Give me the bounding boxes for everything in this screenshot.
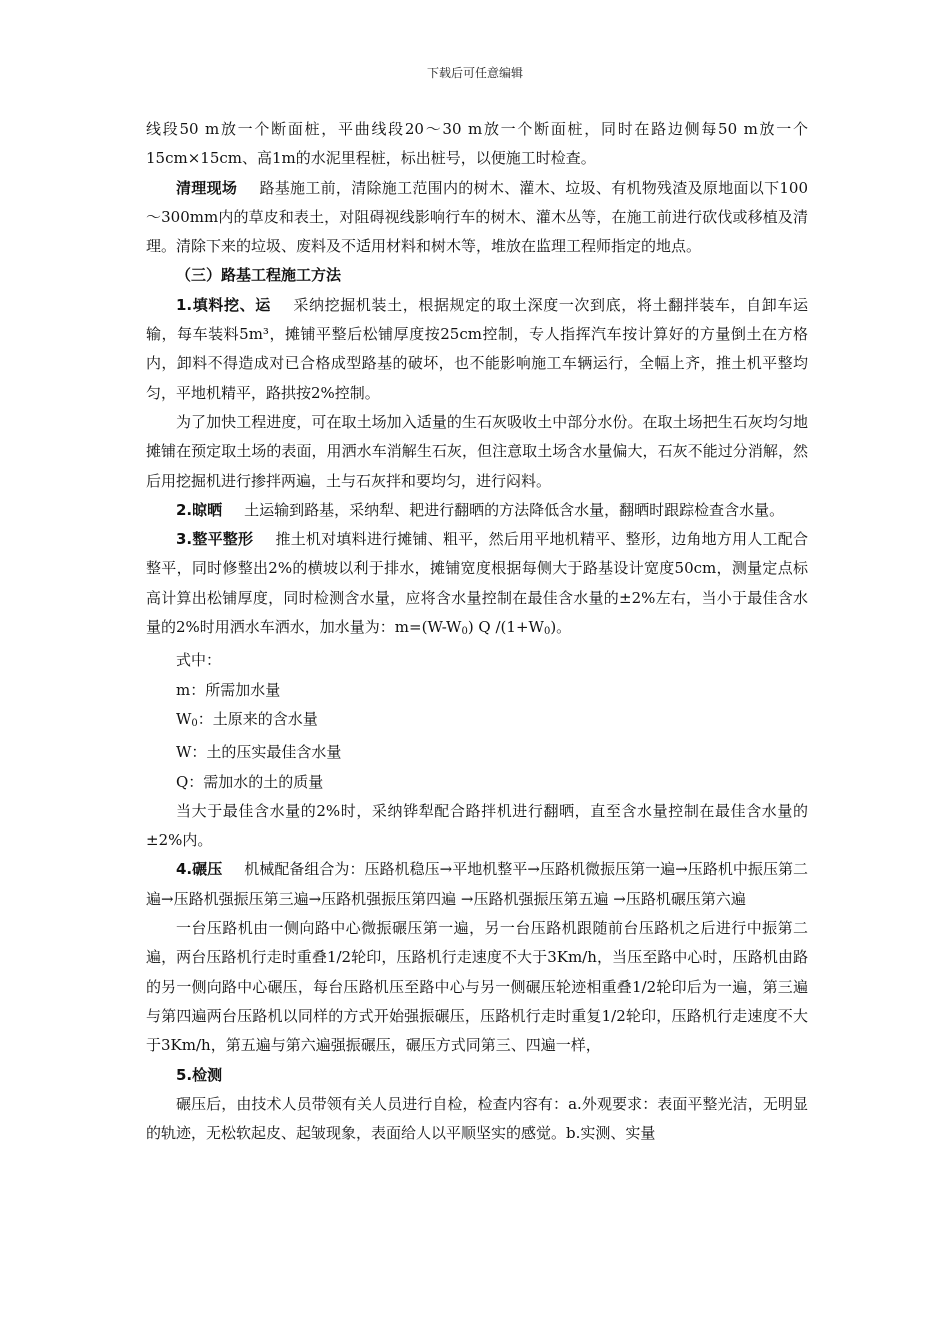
paragraph-inspection: 碾压后，由技术人员带领有关人员进行自检，检查内容有：a.外观要求：表面平整光洁，无明显的轨迹，无松软起皮、起皱现象，表面给人以平顺坚实的感觉。b.实测、实量 xyxy=(146,1094,808,1143)
paragraph-leveling xyxy=(146,525,808,646)
heading-inspection: 5.检测 xyxy=(176,1065,223,1084)
heading-site-clearing: 清理现场 xyxy=(176,178,238,197)
text-leveling-a: 推土机对填料进行摊铺、粗平，然后用平地机精平、整形，边角地方用人工配合整平，同时修整出2%的横坡以利于排水，摊铺宽度根据每侧大于路基设计宽度50cm，测量定点标高计算出松铺厚度，同时检测含水量，应将含水量控制在最佳含水量的±2%左右，当小于最佳含水量的2%时用洒水车洒水，加水量为：m=(W-W xyxy=(146,530,808,637)
formula-def-m: m：所需加水量 xyxy=(176,680,281,699)
paragraph-stake-layout: 线段50 m放一个断面桩，平曲线段20～30 m放一个断面桩，同时在路边侧每50 m放一个15cm×15cm、高1m的水泥里程桩，标出桩号，以便施工时检查。 xyxy=(146,120,808,168)
text-site-clearing: 路基施工前，清除施工范围内的树木、灌木、垃圾、有机物残渣及原地面以下100～300mm内的草皮和表土，对阻碍视线影响行车的树木、灌木丛等，在施工前进行砍伐或移植及清理。清除下来的垃圾、废料及不适用材料和树木等，堆放在监理工程师指定的地点。 xyxy=(146,178,808,256)
paragraph-rolling-procedure: 一台压路机由一侧向路中心微振碾压第一遍，另一台压路机跟随前台压路机之后进行中振第二遍，两台压路机行走时重叠1/2轮印，压路机行走速度不大于3Km/h，当压至路中心时，压路机由路的另一侧向路中心碾压，每台压路机压至路中心与另一侧碾压轮迹相重叠1/2轮印后为一遍，第三遍与第四遍两台压路机以同样的方式开始强振碾压，压路机行走时重复1/2轮印，压路机行走速度不大于3Km/h，第五遍与第六遍强振碾压，碾压方式同第三、四遍一样， xyxy=(146,919,808,1055)
subscript-zero: 0 xyxy=(543,626,551,638)
paragraph-over-moisture: 当大于最佳含水量的2%时，采纳铧犁配合路拌机进行翻晒，直至含水量控制在最佳含水量的±2%内。 xyxy=(146,801,808,850)
text-leveling-b: ) Q /(1+W xyxy=(467,618,544,637)
page-header: 下载后可任意编辑 xyxy=(426,66,523,80)
text-leveling-c: )。 xyxy=(550,618,572,637)
formula-w0-symbol: W xyxy=(176,709,192,728)
paragraph-site-clearing xyxy=(146,174,808,262)
formula-w0-text: ：土原来的含水量 xyxy=(197,709,318,728)
heading-leveling: 3.整平整形 xyxy=(176,530,254,549)
paragraph-quicklime: 为了加快工程进度，可在取土场加入适量的生石灰吸收土中部分水份。在取土场把生石灰均匀地摊铺在预定取土场的表面，用洒水车消解生石灰，但注意取土场含水量偏大，石灰不能过分消解，然后用挖掘机进行掺拌两遍，土与石灰拌和要均匀，进行闷料。 xyxy=(146,412,808,490)
heading-compaction: 4.碾压 xyxy=(176,860,223,879)
paragraph-compaction xyxy=(146,855,808,914)
heading-fill-excavation: 1.填料挖、运 xyxy=(176,295,271,314)
text-compaction: 机械配备组合为：压路机稳压→平地机整平→压路机微振压第一遍→压路机中振压第二遍→压路机强振压第三遍→压路机强振压第四遍 →压路机强振压第五遍 →压路机碾压第六遍 xyxy=(146,860,809,908)
formula-def-q: Q：需加水的土的质量 xyxy=(176,772,324,791)
paragraph-drying xyxy=(146,496,808,525)
formula-def-w: W：土的压实最佳含水量 xyxy=(176,743,342,762)
subscript-zero: 0 xyxy=(191,717,198,729)
formula-intro: 式中： xyxy=(176,651,222,670)
section-heading-construction-method: （三）路基工程施工方法 xyxy=(176,266,342,285)
paragraph-fill-excavation xyxy=(146,291,808,408)
text-fill-excavation: 采纳挖掘机装土，根据规定的取土深度一次到底，将土翻拌装车，自卸车运输，每车装料5m³，摊铺平整后松铺厚度按25cm控制，专人指挥汽车按计算好的方量倒土在方格内，卸料不得造成对已合格成型路基的破坏，也不能影响施工车辆运行，全幅上齐，推土机平整均匀，平地机精平，路拱按2%控制。 xyxy=(146,295,808,402)
document-body xyxy=(146,115,808,1148)
subscript-zero: 0 xyxy=(461,626,468,638)
formula-def-w0 xyxy=(146,705,808,738)
text-drying: 土运输到路基，采纳犁、耙进行翻晒的方法降低含水量，翻晒时跟踪检查含水量。 xyxy=(244,500,785,519)
heading-drying: 2.晾晒 xyxy=(176,500,223,519)
